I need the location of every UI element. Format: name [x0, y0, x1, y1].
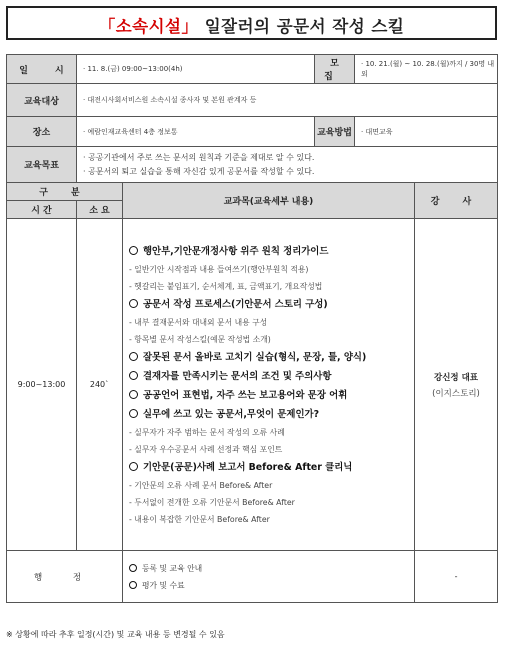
- circle-bullet-icon: [129, 390, 138, 399]
- curriculum-sub-item: - 실무자가 자주 범하는 문서 작성의 오류 사례: [129, 427, 285, 437]
- division-header: 구 분: [7, 183, 123, 201]
- target-value: · 대전시사회서비스원 소속시설 종사자 및 본원 관계자 등: [77, 84, 498, 117]
- subject-header: 교과목(교육세부 내용): [123, 183, 415, 219]
- date-value: · 11. 8.(금) 09:00~13:00(4h): [77, 55, 315, 84]
- curriculum-list: [129, 242, 408, 528]
- curriculum-main-item: 잘못된 문서 올바로 고치기 실습(형식, 문장, 틀, 양식): [129, 348, 408, 367]
- goals-cell: [77, 147, 498, 183]
- recruit-label: 모 집: [315, 55, 355, 84]
- circle-bullet-icon: [129, 462, 138, 471]
- admin-instructor: -: [415, 551, 498, 603]
- goal-label: 교육목표: [7, 147, 77, 183]
- admin-item: 평가 및 수료: [129, 577, 408, 594]
- curriculum-sub-item: - 기안문의 오류 사례 문서 Before& After: [129, 480, 273, 490]
- place-value: · 예람인재교육센터 4층 정보통: [77, 117, 315, 147]
- curriculum-main-item: 공문서 작성 프로세스(기안문서 스토리 구성): [129, 295, 408, 314]
- duration-value: 240`: [77, 219, 123, 551]
- curriculum-sub-item: - 항목별 문서 작성스킬(예문 작성법 소개): [129, 334, 271, 344]
- goal-item: · 공문서의 퇴고 실습을 통해 자신감 있게 공문서를 작성할 수 있다.: [83, 166, 315, 176]
- circle-bullet-icon: [129, 246, 138, 255]
- curriculum-cell: [123, 219, 415, 551]
- title-box: [6, 6, 497, 40]
- circle-bullet-icon: [129, 352, 138, 361]
- page-title: [8, 13, 495, 37]
- curriculum-sub-item: - 일반기안 시작점과 내용 들여쓰기(행안부원칙 적용): [129, 264, 309, 274]
- title-rest: 일잘러의 공문서 작성 스킬: [198, 17, 405, 36]
- target-label: 교육대상: [7, 84, 77, 117]
- circle-bullet-icon: [129, 371, 138, 380]
- curriculum-main-item: 행안부,기안문개정사항 위주 원칙 정리가이드: [129, 242, 408, 261]
- goal-item: · 공공기관에서 주로 쓰는 문서의 원칙과 기준을 제대로 알 수 있다.: [83, 152, 315, 162]
- instructor-cell: [415, 219, 498, 551]
- duration-header: 소 요: [77, 201, 123, 219]
- curriculum-sub-item: - 내용이 복잡한 기안문서 Before& After: [129, 514, 270, 524]
- circle-bullet-icon: [129, 581, 137, 589]
- instructor-name: 강신정 대표: [434, 372, 479, 383]
- admin-cell: [123, 551, 415, 603]
- method-label: 교육방법: [315, 117, 355, 147]
- curriculum-main-item: 기안문(공문)사례 보고서 Before& After 클리닉: [129, 458, 408, 477]
- method-value: · 대면교육: [355, 117, 498, 147]
- curriculum-sub-item: - 내부 결재문서와 대내외 문서 내용 구성: [129, 317, 268, 327]
- date-label: 일 시: [7, 55, 77, 84]
- instructor-org: (이지스토리): [432, 388, 480, 399]
- instructor-header: 강 사: [415, 183, 498, 219]
- curriculum-sub-item: - 두서없이 전개한 오류 기안문서 Before& After: [129, 497, 295, 507]
- time-value: 9:00~13:00: [7, 219, 77, 551]
- info-table: [6, 54, 498, 603]
- admin-item: 등록 및 교육 안내: [129, 560, 408, 577]
- curriculum-main-item: 실무에 쓰고 있는 공문서,무엇이 문제인가?: [129, 405, 408, 424]
- curriculum-sub-item: - 실무자 우수공문서 사례 선정과 핵심 포인트: [129, 444, 283, 454]
- curriculum-main-item: 공공언어 표현법, 자주 쓰는 보고용어와 문장 어휘: [129, 386, 408, 405]
- time-header: 시 간: [7, 201, 77, 219]
- circle-bullet-icon: [129, 409, 138, 418]
- circle-bullet-icon: [129, 299, 138, 308]
- admin-label: 행 정: [7, 551, 123, 603]
- title-highlight: 「소속시설」: [98, 17, 199, 36]
- footnote: ※ 상황에 따라 추후 일정(시간) 및 교육 내용 등 변경될 수 있음: [6, 630, 225, 639]
- curriculum-sub-item: - 헷갈리는 붙임표기, 순서체계, 표, 금액표기, 개요작성법: [129, 281, 323, 291]
- curriculum-main-item: 결재자를 만족시키는 문서의 조건 및 주의사항: [129, 367, 408, 386]
- place-label: 장소: [7, 117, 77, 147]
- circle-bullet-icon: [129, 564, 137, 572]
- recruit-value: · 10. 21.(월) ~ 10. 28.(월)까지 / 30명 내외: [355, 55, 498, 84]
